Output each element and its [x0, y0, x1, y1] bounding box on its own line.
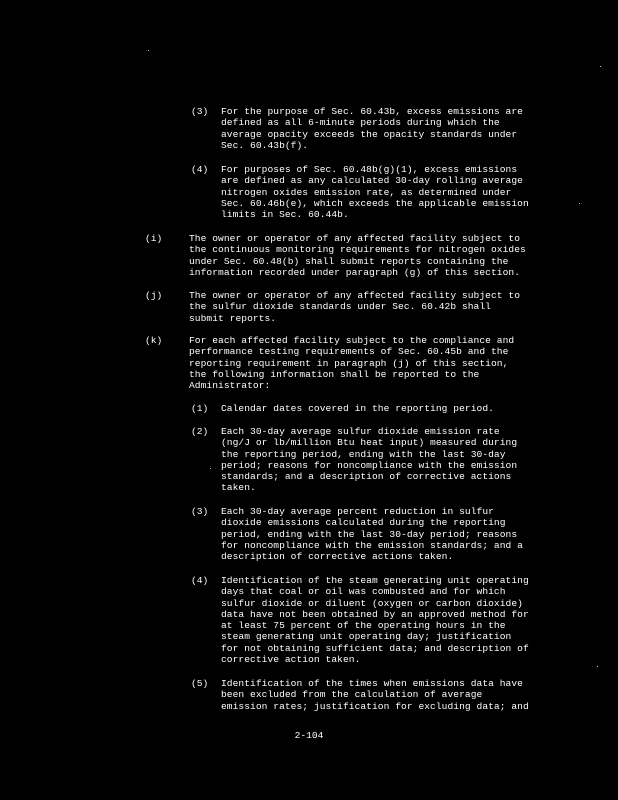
paragraph-label: (4) [191, 164, 209, 175]
paragraph-text: For the purpose of Sec. 60.43b, excess emissions are defined as all 6-minute periods during which the average opacity exceeds the opacity standards under Sec. 60.43b(f). [221, 106, 523, 151]
paragraph-label: (1) [191, 403, 209, 414]
paragraph-text: The owner or operator of any affected facility subject to the continuous monitoring requirements for nitrogen oxides under Sec. 60.48(b) shall submit reports containing the information recorded under paragraph (g) of this section. [189, 233, 526, 278]
paragraph-label: (3) [191, 106, 209, 117]
paragraph-label: (3) [191, 506, 209, 517]
paragraph-label: (2) [191, 426, 209, 437]
paragraph-text: Calendar dates covered in the reporting period. [221, 403, 494, 414]
scan-speck [597, 666, 598, 667]
paragraph-label: (4) [191, 575, 209, 586]
paragraph-text: The owner or operator of any affected facility subject to the sulfur dioxide standards under Sec. 60.42b shall submit reports. [189, 290, 521, 324]
paragraph-text: Each 30-day average percent reduction in sulfur dioxide emissions calculated during the reporting period, ending with the last 30-day period; reasons for noncompliance with the emission standards; and a description of corrective actions taken. [221, 506, 523, 563]
paragraph-label: (k) [145, 335, 163, 346]
scan-speck [600, 66, 601, 67]
paragraph-text: For purposes of Sec. 60.48b(g)(1), excess emissions are defined as any calculated 30-day rolling average nitrogen oxides emission rate, as determined under Sec. 60.46b(e), which exceeds the applicable emission limits in Sec. 60.44b. [221, 164, 529, 221]
paragraph-label: (5) [191, 678, 209, 689]
paragraph-text: For each affected facility subject to the compliance and performance testing requirements of Sec. 60.45b and the reporting requirement in paragraph (j) of this section, the following information shall be reported to the Administrator: [189, 335, 515, 392]
scan-speck [210, 468, 211, 469]
scan-speck [579, 203, 580, 204]
paragraph-text: Identification of the steam generating unit operating days that coal or oil was combusted and for which sulfur dioxide or diluent (oxygen or carbon dioxide) data have not been obtained by an approved method for at least 75 percent of the operating hours in the steam generating unit operating day; justification for not obtaining sufficient data; and description of corrective action taken. [221, 575, 529, 666]
page-number: 2-104 [294, 730, 324, 741]
paragraph-text: Each 30-day average sulfur dioxide emission rate (ng/J or lb/million Btu heat input) measured during the reporting period, ending with the last 30-day period; reasons for noncompliance with the emission standards; and a description of corrective actions taken. [221, 426, 518, 494]
scan-speck [148, 50, 149, 51]
paragraph-label: (j) [145, 290, 163, 301]
paragraph-text: Identification of the times when emissions data have been excluded from the calculation of average emission rates; justification for excluding data; and [221, 678, 529, 712]
paragraph-label: (i) [145, 233, 163, 244]
